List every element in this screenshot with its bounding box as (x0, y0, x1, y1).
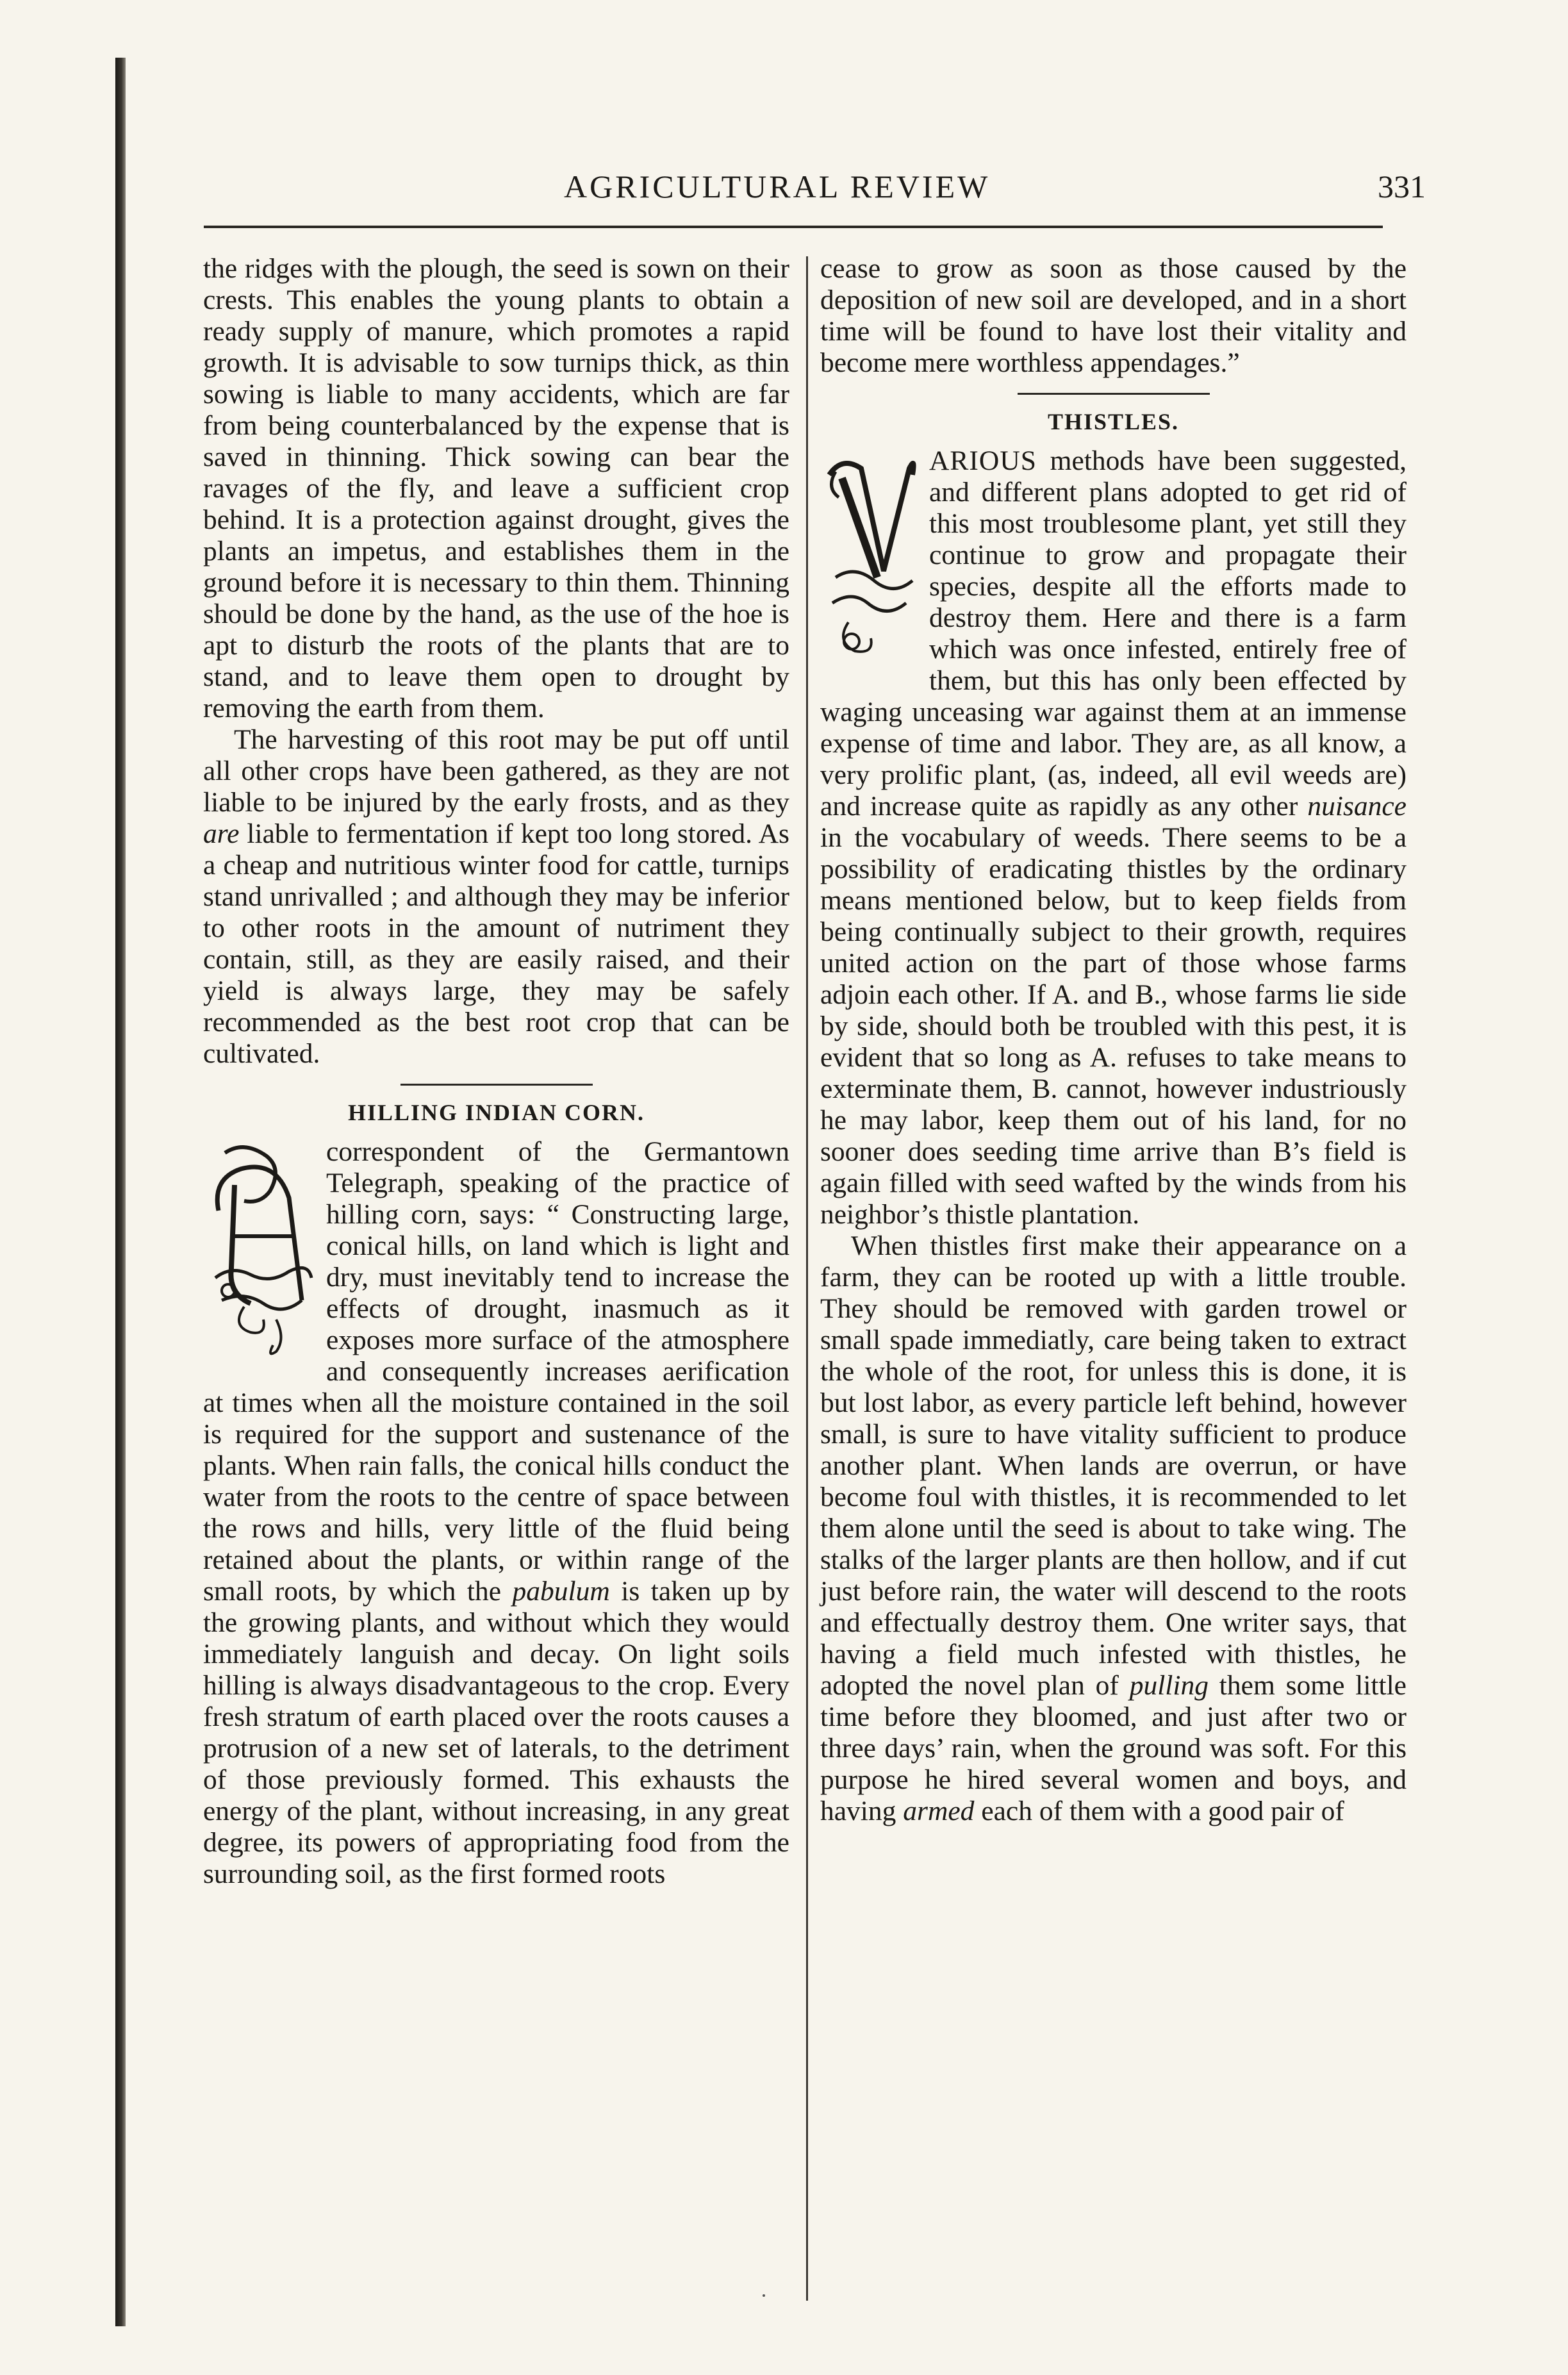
dropcap-a-glyph (206, 1140, 316, 1361)
right-column (820, 253, 1407, 1827)
page-header (199, 168, 1426, 213)
section-title-thistles: THISTLES. (1047, 409, 1180, 434)
corn-paragraph-continued: cease to grow as soon as those caused by the deposition of new soil are developed, and in a short time will be found to have lost their vitality and become mere worthless appendages.” (820, 253, 1407, 378)
left-column (203, 253, 789, 1890)
emphasis-nuisance: nuisance (1307, 791, 1407, 822)
section-rule (400, 1084, 593, 1086)
header-rule (204, 226, 1383, 228)
ornamental-dropcap-v (823, 449, 919, 667)
running-title: AGRICULTURAL REVIEW (564, 169, 991, 204)
emphasis-pabulum: pabulum (512, 1576, 610, 1607)
turnip-paragraph-2: The harvesting of this root may be put off until all other crops have been gathered, as they are not liable to be injured by the early frosts, and as they are liable to fermentation if kept too long stored. As a cheap and nutritious winter food for cattle, turnips stand unrivalled ; and although they may be inferior to other roots in the amount of nutriment they contain, still, as they are easily raised, and their yield is always large, they may be safely recommended as the best root crop that can be cultivated. (203, 724, 789, 1069)
ornamental-dropcap-a (206, 1140, 316, 1361)
page-number: 331 (1378, 169, 1426, 204)
dropcap-v-glyph (823, 449, 919, 667)
emphasis-armed: armed (903, 1796, 975, 1826)
hilling-corn-paragraph: correspondent of the Germantown Telegraph, speaking of the practice of hilling corn, says: “ Constructing large, conical hills, on land which is light and dry, must inevitably tend to increase the effects of drought, inasmuch as it exposes more surface of the atmosphere and consequently increases aerification at times when all the moisture contained in the soil is required for the support and sustenance of the plants. When rain falls, the conical hills conduct the water from the roots to the centre of space between the rows and hills, very little of the fluid being retained about the plants, or within range of the small roots, by which the pabulum is taken up by the growing plants, and without which they would immediately languish and decay. On light soils hilling is always disadvantageous to the crop. Every fresh stratum of earth placed over the roots causes a protrusion of a new set of laterals, to the detriment of those previously formed. This exhausts the energy of the plant, without increasing, in any great degree, its powers of appropriating food from the surrounding soil, as the first formed roots (203, 1136, 789, 1889)
emphasis-pulling: pulling (1129, 1670, 1209, 1701)
thistles-paragraph-2: When thistles first make their appearance on a farm, they can be rooted up with a little trouble. They should be removed with garden trowel or small spade immediatly, care being taken to extract the whole of the root, for unless this is done, it is but lost labor, as every particle left behind, however small, is sure to have vitality sufficient to produce another plant. When lands are overrun, or have become foul with thistles, it is recommended to let them alone until the seed is about to take wing. The stalks of the larger plants are then hollow, and if cut just before rain, the water will descend to the roots and effectually destroy them. One writer says, that having a field much infested with thistles, he adopted the novel plan of pulling them some little time before they bloomed, and just after two or three days’ rain, when the ground was soft. For this purpose he hired several women and boys, and having armed each of them with a good pair of (820, 1230, 1407, 1826)
column-divider (806, 256, 808, 2301)
thistles-paragraph-1: ARIOUS methods have been suggested, and different plans adopted to get rid of this most troublesome plant, yet still they continue to grow and propagate their species, despite all the efforts made to destroy them. Here and there is a farm which was once infested, entirely free of them, but this has only been effected by waging unceasing war against them at an immense expense of time and labor. They are, as all know, a very prolific plant, (as, indeed, all evil weeds are) and increase quite as rapidly as any other nuisance in the vocabulary of weeds. There seems to be a possibility of eradicating thistles by the ordinary means mentioned below, but to keep fields from being continually subject to their growth, requires united action on the part of those whose farms adjoin each other. If A. and B., whose farms lie side by side, should both be troubled with this pest, it is evident that so long as A. refuses to take means to exterminate them, B. cannot, however industriously he may labor, keep them out of his land, for no sooner does seeding time arrive than B’s field is again filled with seed wafted by the winds from his neighbor’s thistle plantation. (820, 445, 1407, 1230)
emphasis-are: are (203, 818, 240, 849)
turnip-paragraph-1: the ridges with the plough, the seed is sown on their crests. This enables the young plants to obtain a ready supply of manure, which promotes a rapid growth. It is advisable to sow turnips thick, as thin sowing is liable to many accidents, which are far from being counterbalanced by the expense that is saved in thinning. Thick sowing can bear the ravages of the fly, and leave a sufficient crop behind. It is a protection against drought, gives the plants an impetus, and establishes them in the ground before it is necessary to thin them. Thinning should be done by the hand, as the use of the hoe is apt to disturb the roots of the plants that are to stand, and to leave them open to drought by removing the earth from them. (203, 253, 789, 724)
section-rule (1018, 393, 1210, 395)
book-binding-edge (115, 58, 126, 2326)
print-speck (763, 2294, 765, 2297)
section-title-hilling-corn: HILLING INDIAN CORN. (347, 1100, 645, 1125)
